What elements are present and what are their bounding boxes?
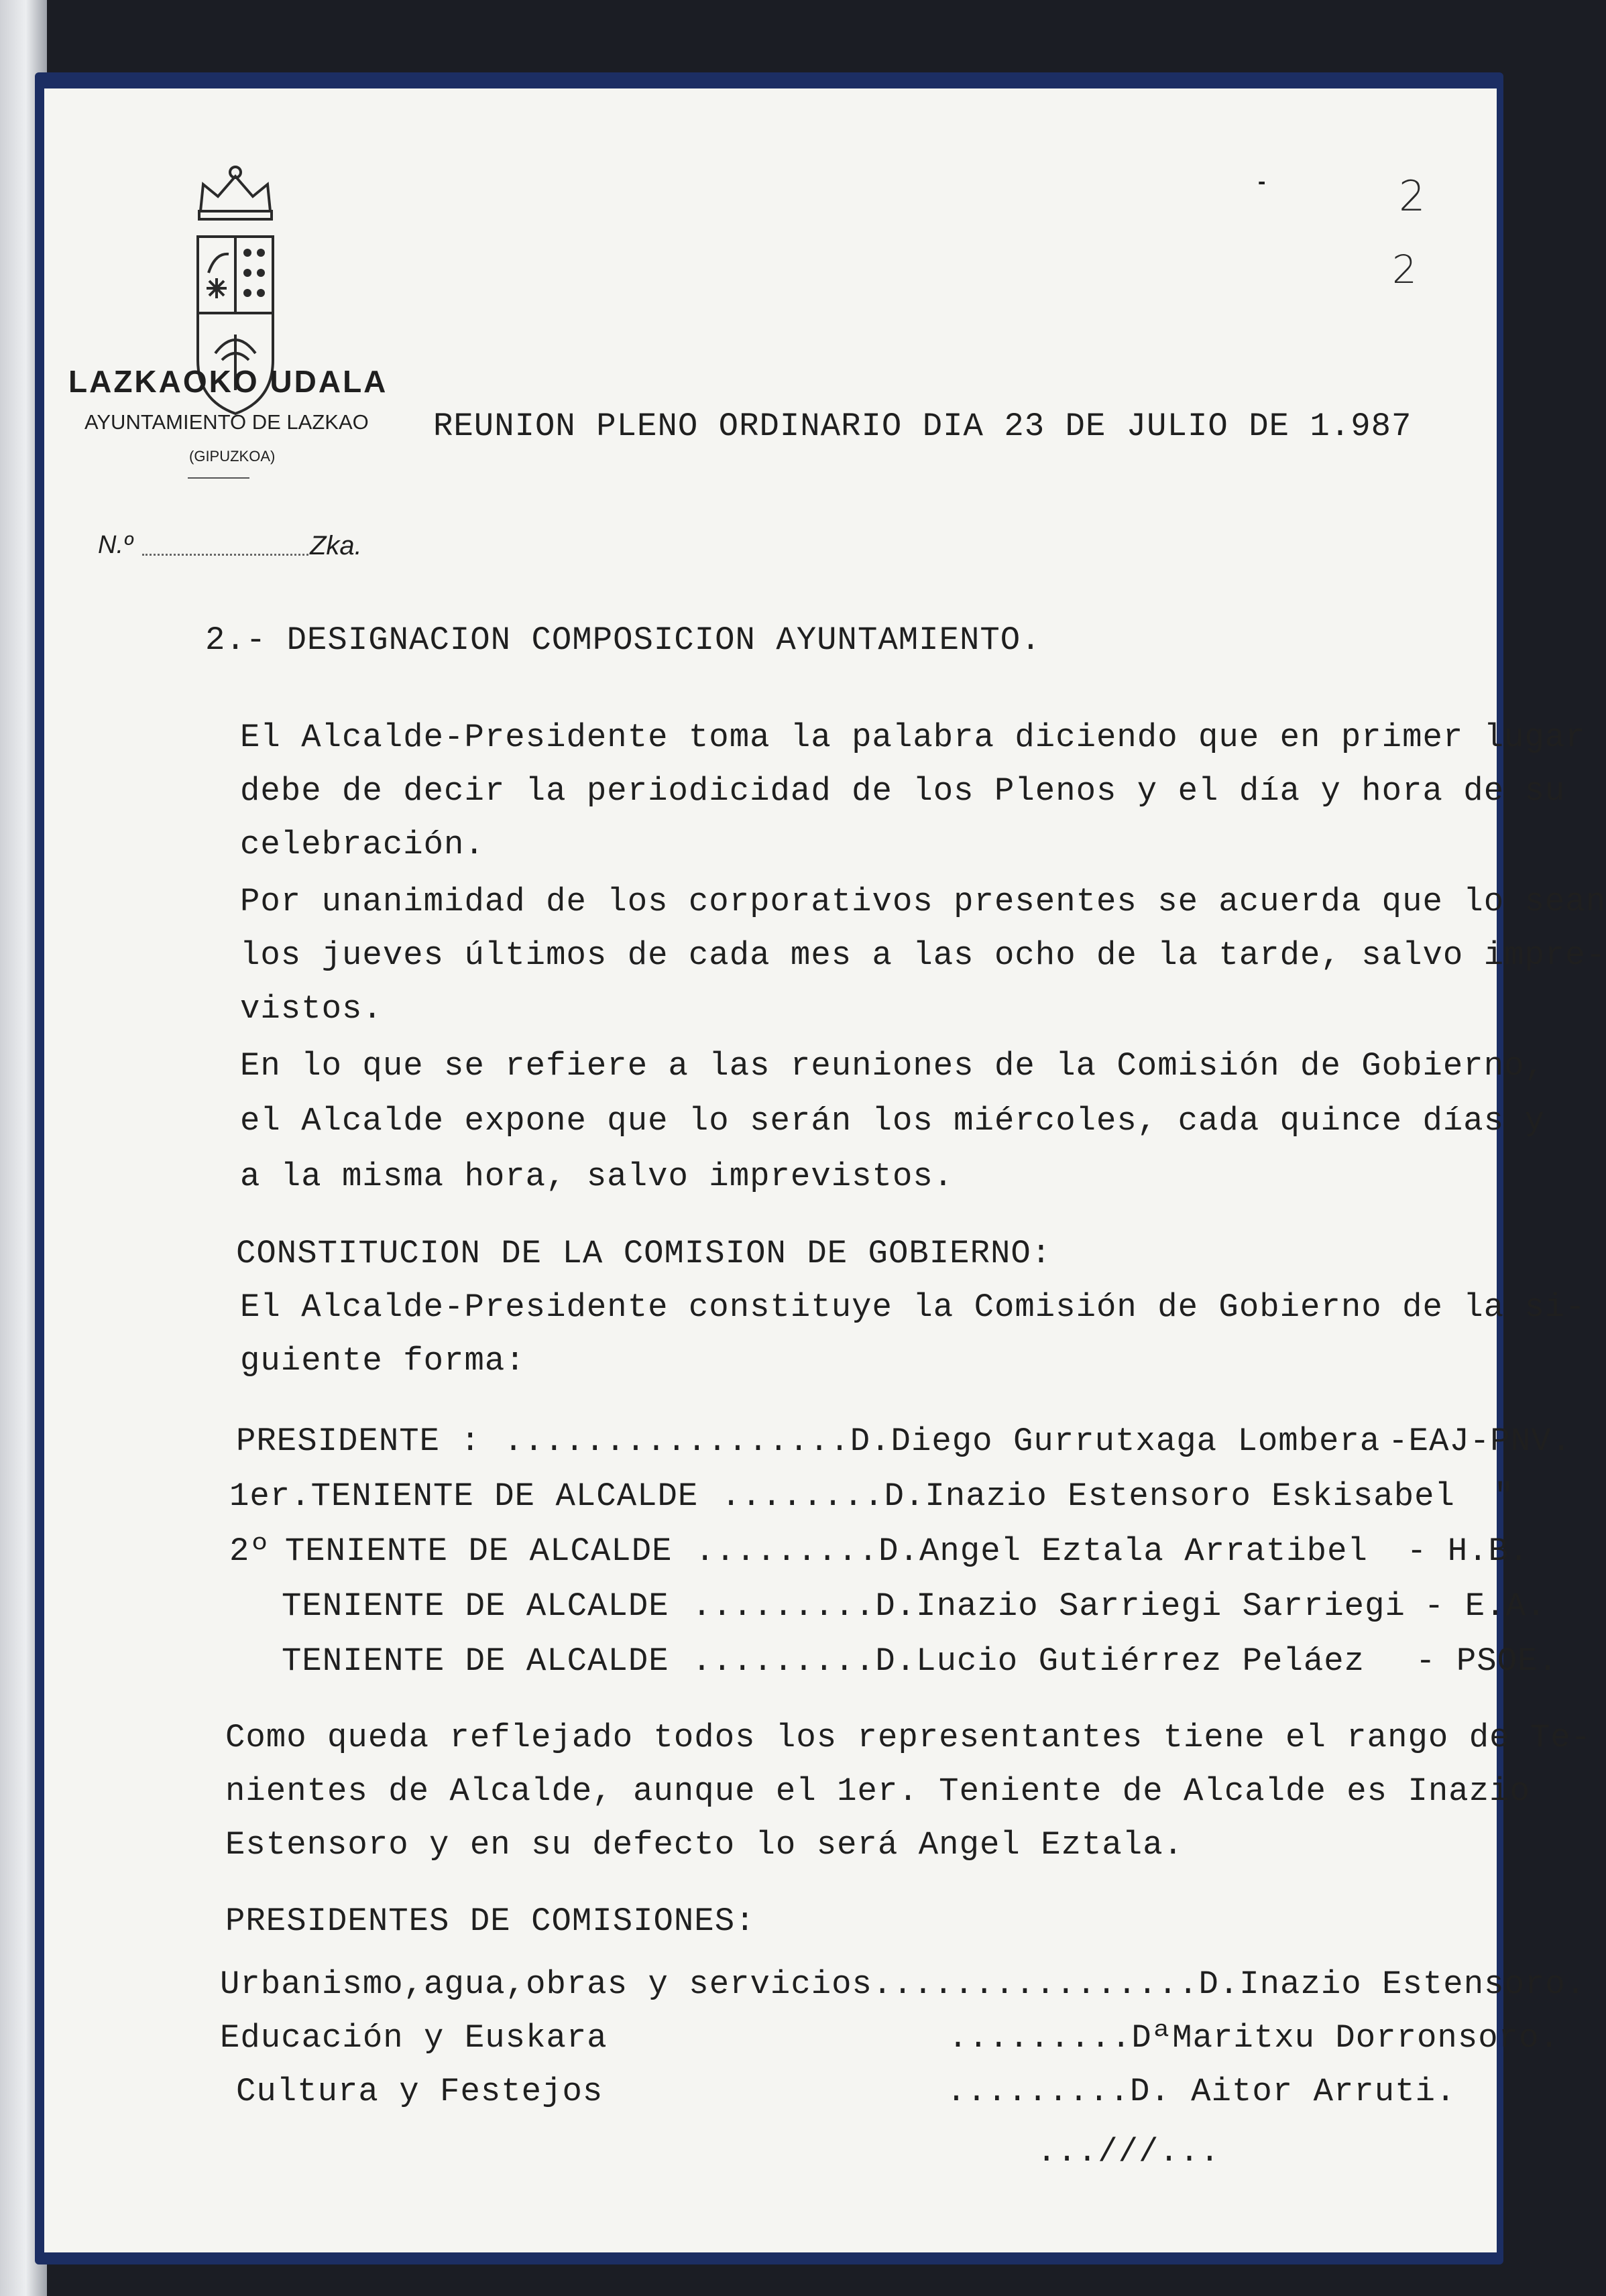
member-name: D.Inazio Estensoro Eskisabel xyxy=(884,1477,1455,1515)
meeting-title: REUNION PLENO ORDINARIO DIA 23 DE JULIO DE 1.987 xyxy=(433,408,1412,445)
member-role: PRESIDENTE : xyxy=(236,1423,481,1460)
member-dots: ......... xyxy=(691,1587,876,1625)
org-name-spanish: AYUNTAMIENTO DE LAZKAO xyxy=(84,410,369,434)
member-name: D.Inazio Sarriegi Sarriegi xyxy=(875,1587,1406,1625)
member-party: " xyxy=(1493,1477,1515,1515)
member-row xyxy=(282,1587,1546,1625)
province-rule xyxy=(188,477,249,479)
member-role: TENIENTE DE ALCALDE xyxy=(282,1642,669,1680)
document-page xyxy=(44,88,1606,2252)
presidente-area: Educación y Euskara xyxy=(220,2019,608,2057)
closing-line: nientes de Alcalde, aunque el 1er. Teniente de Alcalde es Inazio xyxy=(225,1772,1530,1810)
member-row xyxy=(236,1423,1572,1460)
presidente-row xyxy=(220,1966,1586,2003)
presidente-dots: ................ xyxy=(872,1966,1199,2003)
member-party: - E.A. xyxy=(1424,1587,1547,1625)
presidentes-heading: PRESIDENTES DE COMISIONES: xyxy=(225,1902,756,1940)
presidente-dots: ......... xyxy=(948,2019,1132,2057)
presidente-row xyxy=(236,2073,1456,2110)
section-heading: 2.- DESIGNACION COMPOSICION AYUNTAMIENTO. xyxy=(205,621,1041,659)
body-line: celebración. xyxy=(240,826,485,863)
continuation-mark: ...///... xyxy=(1037,2133,1220,2171)
member-dots: ........ xyxy=(721,1477,884,1515)
presidente-name: D.Inazio Estensoro. xyxy=(1198,1966,1587,2003)
body-line: En lo que se refiere a las reuniones de la Comisión de Gobierno, xyxy=(240,1047,1545,1085)
presidente-name: D. Aitor Arruti. xyxy=(1129,2073,1456,2110)
closing-line: Estensoro y en su defecto lo será Angel Eztala. xyxy=(225,1826,1184,1864)
member-name: D.Lucio Gutiérrez Peláez xyxy=(875,1642,1365,1680)
member-role: TENIENTE DE ALCALDE xyxy=(310,1477,699,1515)
org-name-basque: LAZKAOKO UDALA xyxy=(68,364,388,399)
number-field-line[interactable] xyxy=(142,554,308,556)
member-role: TENIENTE DE ALCALDE xyxy=(282,1587,669,1625)
member-role: TENIENTE DE ALCALDE xyxy=(284,1532,673,1570)
body-line: vistos. xyxy=(240,990,383,1028)
member-dots: ......... xyxy=(691,1642,876,1680)
member-party: - PSOE. xyxy=(1416,1642,1558,1680)
page-mark-secondary: 2 xyxy=(1392,247,1417,292)
member-name: D.Angel Eztala Arratibel xyxy=(878,1532,1368,1570)
member-party: -EAJ-PNV. xyxy=(1388,1423,1572,1460)
member-party: - H.B. xyxy=(1406,1532,1530,1570)
member-dots: ................. xyxy=(503,1423,850,1460)
org-province: (GIPUZKOA) xyxy=(189,448,276,465)
member-row xyxy=(282,1642,1558,1680)
closing-line: Como queda reflejado todos los representantes tiene el rango de Te- xyxy=(225,1719,1592,1756)
body-line: El Alcalde-Presidente toma la palabra diciendo que en primer lugar xyxy=(240,719,1586,756)
comision-intro-line: El Alcalde-Presidente constituye la Comisión de Gobierno de la si- xyxy=(240,1288,1586,1326)
body-line: el Alcalde expone que lo serán los miércoles, cada quince días y xyxy=(240,1102,1545,1140)
body-line: los jueves últimos de cada mes a las ocho de la tarde, salvo impre- xyxy=(240,936,1606,974)
presidente-area: Cultura y Festejos xyxy=(236,2073,604,2110)
page-mark-primary: 2 xyxy=(1399,172,1426,221)
presidente-dots: ......... xyxy=(946,2073,1130,2110)
comision-intro-line: guiente forma: xyxy=(240,1342,526,1380)
body-line: a la misma hora, salvo imprevistos. xyxy=(240,1158,954,1195)
number-suffix: Zka. xyxy=(310,531,362,560)
comision-heading: CONSTITUCION DE LA COMISION DE GOBIERNO: xyxy=(236,1235,1052,1272)
presidente-area: Urbanismo,agua,obras y servicios xyxy=(220,1966,872,2003)
presidente-name: DªMaritxu Dorronsoro. xyxy=(1131,2019,1560,2057)
member-prefix: 1er. xyxy=(229,1477,311,1515)
member-dots: ......... xyxy=(695,1532,879,1570)
member-row xyxy=(229,1477,1514,1515)
presidente-row xyxy=(220,2019,1560,2057)
marker-dot: - xyxy=(1258,169,1266,194)
body-line: Por unanimidad de los corporativos presentes se acuerda que lo sean xyxy=(240,883,1606,920)
member-name: D.Diego Gurrutxaga Lombera xyxy=(850,1423,1381,1460)
member-prefix: 2º xyxy=(229,1532,270,1570)
number-prefix: N.º xyxy=(98,531,133,559)
body-line: debe de decir la periodicidad de los Plenos y el día y hora de su xyxy=(240,772,1566,810)
member-row xyxy=(229,1532,1529,1570)
